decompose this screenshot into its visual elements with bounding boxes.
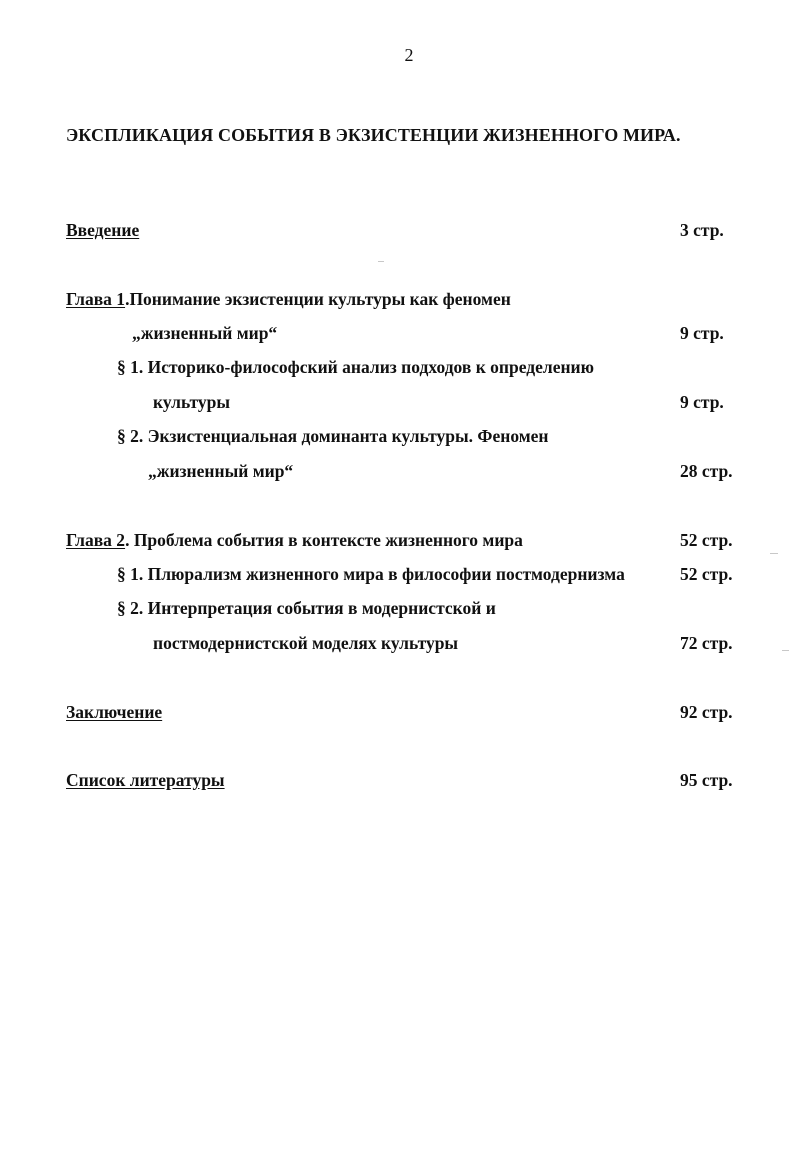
scan-speck xyxy=(770,553,778,554)
toc-entry-intro[interactable] xyxy=(0,220,792,244)
toc-chapter-1-label[interactable]: Глава 1 xyxy=(66,289,126,309)
toc-chapter-1-page: 9 стр. xyxy=(680,323,724,343)
toc-entry-chapter-1[interactable] xyxy=(0,289,792,313)
toc-ch2-s2-title-cont: постмодернистской моделях культуры xyxy=(153,633,459,653)
toc-entry-ch1-section-1-cont xyxy=(0,392,792,416)
scan-speck xyxy=(782,650,789,651)
toc-ch1-s1-title: § 1. Историко-философский анализ подходов к определению xyxy=(117,357,594,377)
page-number: 2 xyxy=(404,45,414,65)
toc-references-label[interactable]: Список литературы xyxy=(66,770,225,790)
toc-ch2-s2-page: 72 стр. xyxy=(680,633,733,653)
toc-entry-ch2-section-2-cont xyxy=(0,633,792,657)
toc-ch1-s1-title-cont: культуры xyxy=(153,392,231,412)
toc-references-page: 95 стр. xyxy=(680,770,733,790)
toc-entry-ch1-section-2-cont xyxy=(0,461,792,485)
toc-entry-ch1-section-2[interactable] xyxy=(0,426,792,450)
toc-intro-page: 3 стр. xyxy=(680,220,724,240)
toc-ch2-s1-page: 52 стр. xyxy=(680,564,733,584)
toc-entry-references[interactable] xyxy=(0,770,792,794)
toc-ch2-s2-title: § 2. Интерпретация события в модернистской и xyxy=(117,598,496,618)
toc-ch1-s1-page: 9 стр. xyxy=(680,392,724,412)
toc-chapter-1-title: .Понимание экзистенции культуры как феномен xyxy=(125,289,511,309)
scan-speck xyxy=(378,261,384,262)
toc-ch2-s1-title: § 1. Плюрализм жизненного мира в философии постмодернизма xyxy=(117,564,625,584)
toc-conclusion-label[interactable]: Заключение xyxy=(66,702,163,722)
toc-entry-chapter-2[interactable] xyxy=(0,530,792,554)
toc-ch1-s2-title-cont: „жизненный мир“ xyxy=(148,461,294,481)
toc-chapter-2-page: 52 стр. xyxy=(680,530,733,550)
toc-entry-ch1-section-1[interactable] xyxy=(0,357,792,381)
toc-chapter-2-label[interactable]: Глава 2 xyxy=(66,530,126,550)
toc-entry-ch2-section-1[interactable] xyxy=(0,564,792,588)
toc-ch1-s2-title: § 2. Экзистенциальная доминанта культуры. Феномен xyxy=(117,426,549,446)
toc-chapter-2-title: . Проблема события в контексте жизненного мира xyxy=(125,530,523,550)
toc-ch1-s2-page: 28 стр. xyxy=(680,461,733,481)
toc-entry-ch2-section-2[interactable] xyxy=(0,598,792,622)
toc-entry-chapter-1-cont xyxy=(0,323,792,347)
toc-chapter-1-title-cont: „жизненный мир“ xyxy=(132,323,278,343)
toc-entry-conclusion[interactable] xyxy=(0,702,792,726)
toc-conclusion-page: 92 стр. xyxy=(680,702,733,722)
toc-intro-label[interactable]: Введение xyxy=(66,220,140,240)
document-title: ЭКСПЛИКАЦИЯ СОБЫТИЯ В ЭКЗИСТЕНЦИИ ЖИЗНЕННОГО МИРА. xyxy=(66,125,681,145)
